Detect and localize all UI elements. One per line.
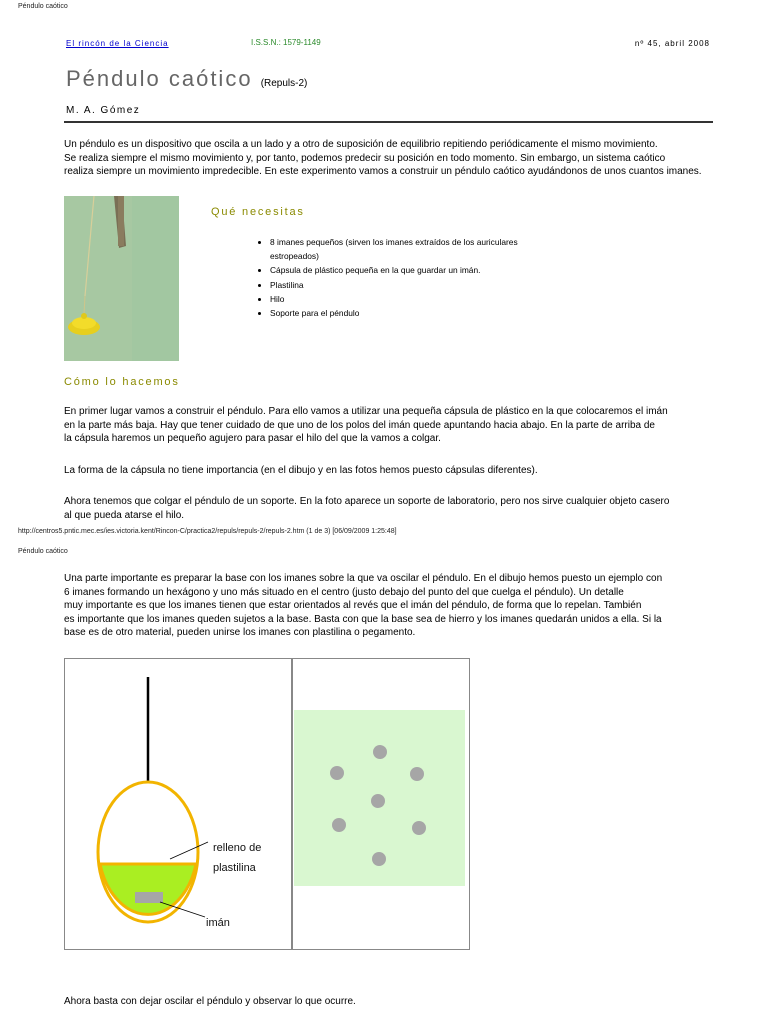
how-line: Ahora tenemos que colgar el péndulo de un soporte. En la foto aparece un soporte de laboratorio, pero nos sirve cualquier objeto casero (64, 496, 670, 507)
how-line: la cápsula haremos un pequeño agujero para pasar el hilo del que la vamos a colgar. (64, 433, 441, 445)
title-text: Péndulo caótico (66, 66, 253, 91)
base-line: Una parte importante es preparar la base con los imanes sobre la que va oscilar el péndulo. En el dibujo hemos puesto un ejemplo con (64, 573, 663, 584)
needs-item: • Cápsula de plástico pequeña en la que guardar un imán. (270, 263, 556, 277)
needs-list-container (256, 235, 556, 320)
intro-line: Se realiza siempre el mismo movimiento y, por tanto, podemos predecir su posición en todo momento. Sin embargo, un sistema caótico (64, 152, 666, 164)
capsule-diagram (64, 658, 292, 950)
pendulum-photo (64, 196, 179, 361)
pendulum-photo-drawing (64, 196, 179, 361)
magnet-lower-right (412, 821, 426, 835)
running-header-page2: Péndulo caótico (18, 548, 68, 555)
needs-item: • Hilo (270, 292, 556, 306)
label-magnet: imán (206, 917, 230, 929)
issue-number: nº 45, abril 2008 (634, 39, 710, 48)
page-title (66, 66, 307, 92)
base-paragraph (64, 572, 724, 640)
title-subtitle: (Repuls-2) (260, 78, 308, 89)
magnet-upper-left (330, 766, 344, 780)
intro-paragraph (64, 138, 724, 179)
magnet-base-diagram (292, 658, 470, 950)
plasticine-fill (100, 864, 196, 914)
title-divider (64, 121, 713, 123)
magnet-upper-right (410, 767, 424, 781)
magnet-lower-left (332, 818, 346, 832)
needs-item: • Soporte para el péndulo (270, 306, 556, 320)
how-heading: Cómo lo hacemos (64, 376, 180, 388)
magnet-base-drawing (293, 659, 469, 949)
how-paragraph-2: La forma de la cápsula no tiene importancia (en el dibujo y en las fotos hemos puesto cápsulas diferentes). (64, 465, 538, 476)
closing-paragraph: Ahora basta con dejar oscilar el péndulo y observar lo que ocurre. (64, 996, 356, 1007)
base-line: muy importante es que los imanes tienen que estar orientados al revés que el imán del péndulo, de forma que lo repelan. También (64, 600, 642, 612)
rincon-ciencia-link[interactable]: El rincón de la Ciencia (66, 39, 169, 48)
magnet-center (371, 794, 385, 808)
label-fill-1: relleno de (213, 842, 262, 854)
base-line: es importante que los imanes queden sujetos a la base. Basta con que la base sea de hierro y los imanes quedarán unidos a ella. Si la (64, 613, 662, 625)
capsule-diagram-drawing (65, 659, 291, 949)
needs-list (256, 235, 556, 320)
issn-label: I.S.S.N.: 1579-1149 (251, 38, 321, 47)
how-paragraph-3 (64, 495, 724, 522)
footer-url[interactable]: http://centros5.pntic.mec.es/ies.victoria.kent/Rincon-C/practica2/repuls/repuls-2/repuls-2.htm (1 de 3) [06/09/2009 1:25:48] (18, 528, 397, 535)
author: M. A. Gómez (66, 105, 141, 116)
magnet-top (373, 745, 387, 759)
how-line: en la parte más baja. Hay que tener cuidado de que uno de los polos del imán quede apuntando hacia abajo. En la parte de arriba de (64, 419, 655, 431)
needs-item: • 8 imanes pequeños (sirven los imanes extraídos de los auriculares estropeados) (270, 235, 556, 263)
magnet-bottom (372, 852, 386, 866)
base-line: base es de otro material, pueden unirse los imanes con plastilina o pegamento. (64, 627, 416, 639)
intro-line: realiza siempre un movimiento impredecible. En este experimento vamos a construir un péndulo caótico ayudándonos de unos cuantos imanes. (64, 166, 702, 178)
how-line: En primer lugar vamos a construir el péndulo. Para ello vamos a utilizar una pequeña cápsula de plástico en la que colocaremos el imán (64, 406, 668, 417)
needs-item: • Plastilina (270, 278, 556, 292)
label-fill-2: plastilina (213, 862, 256, 874)
how-line: al que pueda atarse el hilo. (64, 509, 185, 521)
running-header: Péndulo caótico (18, 3, 68, 10)
needs-heading: Qué necesitas (211, 206, 305, 218)
base-line: 6 imanes formando un hexágono y uno más situado en el centro (justo debajo del punto del que cuelga el péndulo). Un detalle (64, 586, 624, 598)
how-paragraph-1 (64, 405, 724, 446)
pendulum-magnet (135, 892, 163, 903)
intro-line: Un péndulo es un dispositivo que oscila a un lado y a otro de suposición de equilibrio repitiendo periódicamente el mismo movimiento. (64, 139, 658, 150)
